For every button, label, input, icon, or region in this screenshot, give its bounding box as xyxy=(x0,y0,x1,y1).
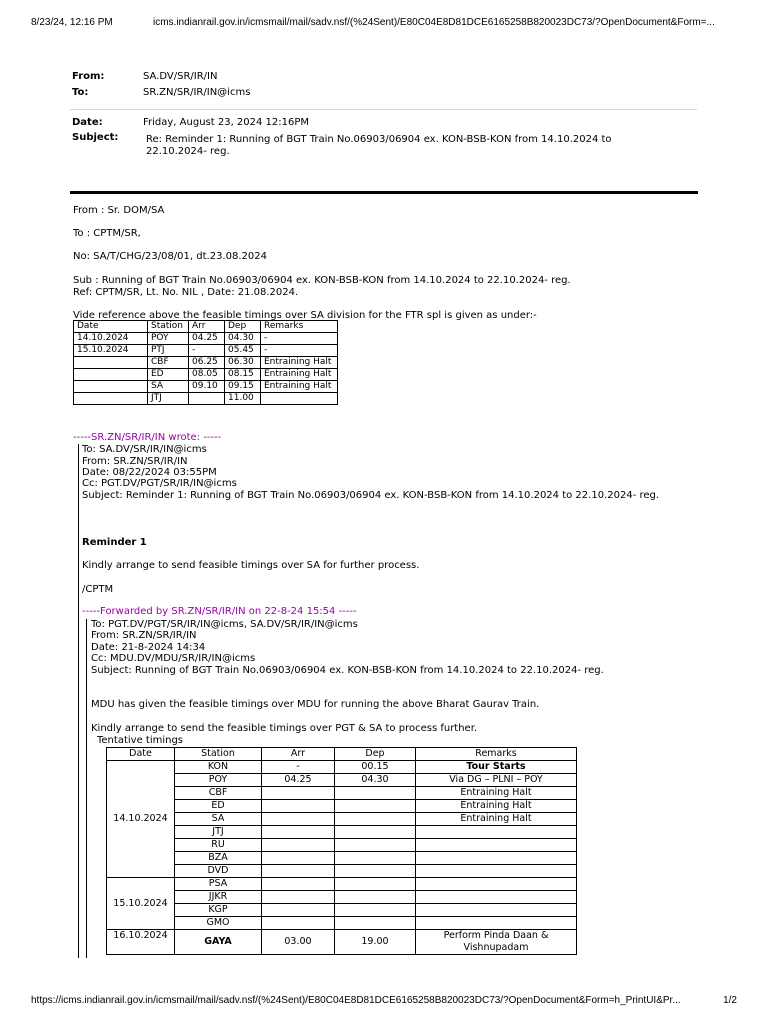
table-cell: JJKR xyxy=(175,891,262,904)
table-cell xyxy=(262,904,335,917)
table-cell xyxy=(335,813,416,826)
table-cell xyxy=(335,917,416,930)
table-header-cell: Arr xyxy=(189,321,225,333)
quote1-from: From: SR.ZN/SR/IR/IN xyxy=(82,456,188,467)
table-cell xyxy=(416,878,577,891)
table-cell: DVD xyxy=(175,865,262,878)
table-cell: CBF xyxy=(148,357,189,369)
body-no-line: No: SA/T/CHG/23/08/01, dt.23.08.2024 xyxy=(73,251,267,262)
table-row xyxy=(74,345,338,357)
mdu-line: MDU has given the feasible timings over MDU for running the above Bharat Gaurav Train. xyxy=(91,699,540,710)
table-cell: Entraining Halt xyxy=(261,381,338,393)
table-cell: ED xyxy=(148,369,189,381)
to-value: SR.ZN/SR/IR/IN@icms xyxy=(143,87,251,98)
print-url: icms.indianrail.gov.in/icmsmail/mail/sadv.nsf/(%24Sent)/E80C04E8D81DCE6165258B820023DC73/?OpenDocument&Form=... xyxy=(153,17,715,28)
table-row xyxy=(74,357,338,369)
body-to-line: To : CPTM/SR, xyxy=(73,228,141,239)
body-ref-line: Ref: CPTM/SR, Lt. No. NIL , Date: 21.08.2024. xyxy=(73,287,299,298)
table-cell xyxy=(74,357,148,369)
table-cell: 06.30 xyxy=(225,357,261,369)
table-cell: JTJ xyxy=(148,393,189,405)
date-label: Date: xyxy=(72,117,103,128)
signature: /CPTM xyxy=(82,584,114,595)
table-cell xyxy=(416,904,577,917)
table-cell xyxy=(262,878,335,891)
table-row xyxy=(74,369,338,381)
table-cell: 06.25 xyxy=(189,357,225,369)
table-row xyxy=(74,381,338,393)
subject-label: Subject: xyxy=(72,132,119,143)
table-cell xyxy=(262,865,335,878)
table-cell xyxy=(335,891,416,904)
reminder-title: Reminder 1 xyxy=(82,537,147,548)
table-date-cell: 15.10.2024 xyxy=(107,878,175,930)
table-row xyxy=(107,787,577,800)
print-footer xyxy=(31,995,740,1006)
table-cell xyxy=(416,917,577,930)
body-vide-line: Vide reference above the feasible timings over SA division for the FTR spl is given as under:- xyxy=(73,310,537,321)
table-cell xyxy=(262,826,335,839)
table-cell: Entraining Halt xyxy=(416,800,577,813)
footer-url: https://icms.indianrail.gov.in/icmsmail/mail/sadv.nsf/(%24Sent)/E80C04E8D81DCE6165258B820023DC73/?OpenDocument&Form=h_PrintUI&Pr... xyxy=(31,995,681,1006)
quote2-date: Date: 21-8-2024 14:34 xyxy=(91,642,206,653)
table-cell xyxy=(261,393,338,405)
wrote-line: -----SR.ZN/SR/IR/IN wrote: ----- xyxy=(73,432,222,443)
table-cell xyxy=(74,381,148,393)
table-cell xyxy=(335,878,416,891)
table-header-cell: Date xyxy=(107,748,175,761)
table-cell: - xyxy=(261,345,338,357)
table-header-cell: Station xyxy=(148,321,189,333)
table-cell: RU xyxy=(175,839,262,852)
body-from-line: From : Sr. DOM/SA xyxy=(73,205,165,216)
quote1-date: Date: 08/22/2024 03:55PM xyxy=(82,467,217,478)
from-label: From: xyxy=(72,71,105,82)
table-header-cell: Remarks xyxy=(261,321,338,333)
sa-timings-table xyxy=(73,320,338,405)
table-cell xyxy=(262,839,335,852)
table-cell: 04.30 xyxy=(335,774,416,787)
table-cell xyxy=(335,904,416,917)
quote2-to: To: PGT.DV/PGT/SR/IR/IN@icms, SA.DV/SR/IR/IN@icms xyxy=(91,619,358,630)
table-cell: 05.45 xyxy=(225,345,261,357)
page-number: 1/2 xyxy=(723,995,737,1006)
table-row xyxy=(107,865,577,878)
print-header xyxy=(31,17,740,28)
body-sub-line: Sub : Running of BGT Train No.06903/06904 ex. KON-BSB-KON from 14.10.2024 to 22.10.2024- reg. xyxy=(73,275,571,286)
table-cell: BZA xyxy=(175,852,262,865)
date-value: Friday, August 23, 2024 12:16PM xyxy=(143,117,310,128)
table-cell: PTJ xyxy=(148,345,189,357)
tentative-timings-table xyxy=(106,747,577,955)
table-header-cell: Remarks xyxy=(416,748,577,761)
header-divider xyxy=(70,109,697,110)
kindly-line: Kindly arrange to send the feasible timings over PGT & SA to process further. xyxy=(91,723,478,734)
table-cell: 19.00 xyxy=(335,930,416,955)
table-cell: SA xyxy=(175,813,262,826)
table-cell: KON xyxy=(175,761,262,774)
table-cell: GMO xyxy=(175,917,262,930)
table-header-cell: Date xyxy=(74,321,148,333)
table-header-cell: Station xyxy=(175,748,262,761)
table-cell xyxy=(335,800,416,813)
table-cell: POY xyxy=(175,774,262,787)
table-date-cell: 14.10.2024 xyxy=(107,761,175,878)
reminder-text: Kindly arrange to send feasible timings over SA for further process. xyxy=(82,560,420,571)
table-cell: 00.15 xyxy=(335,761,416,774)
forwarded-line: -----Forwarded by SR.ZN/SR/IR/IN on 22-8-24 15:54 ----- xyxy=(82,606,357,617)
table-cell xyxy=(335,787,416,800)
table-cell xyxy=(335,865,416,878)
table-cell: 14.10.2024 xyxy=(74,333,148,345)
table-cell: Entraining Halt xyxy=(416,813,577,826)
table-row xyxy=(107,917,577,930)
table-cell xyxy=(416,865,577,878)
table-cell: 08.05 xyxy=(189,369,225,381)
table-cell: POY xyxy=(148,333,189,345)
table-cell: Via DG – PLNI – POY xyxy=(416,774,577,787)
table-header-row xyxy=(74,321,338,333)
table-cell: 11.00 xyxy=(225,393,261,405)
table-header-cell: Dep xyxy=(225,321,261,333)
quote2-from: From: SR.ZN/SR/IR/IN xyxy=(91,630,197,641)
table-cell: GAYA xyxy=(175,930,262,955)
table-row xyxy=(107,852,577,865)
table-cell: ED xyxy=(175,800,262,813)
table-row xyxy=(74,393,338,405)
table-cell: SA xyxy=(148,381,189,393)
table-cell xyxy=(416,852,577,865)
table-cell: - xyxy=(262,761,335,774)
table-cell: 08.15 xyxy=(225,369,261,381)
table-cell: CBF xyxy=(175,787,262,800)
body-divider xyxy=(70,191,698,194)
to-label: To: xyxy=(72,87,89,98)
from-value: SA.DV/SR/IR/IN xyxy=(143,71,218,82)
table-cell: JTJ xyxy=(175,826,262,839)
table-cell xyxy=(416,839,577,852)
table-cell: 04.25 xyxy=(262,774,335,787)
tentative-label: Tentative timings xyxy=(97,735,184,746)
table-row xyxy=(107,930,577,955)
table-cell: 09.10 xyxy=(189,381,225,393)
table-cell: PSA xyxy=(175,878,262,891)
table-cell xyxy=(262,852,335,865)
table-row xyxy=(107,878,577,891)
table-cell: - xyxy=(189,345,225,357)
table-cell xyxy=(74,369,148,381)
table-cell xyxy=(335,826,416,839)
table-row xyxy=(107,891,577,904)
table-row xyxy=(74,333,338,345)
table-row xyxy=(107,813,577,826)
table-header-cell: Arr xyxy=(262,748,335,761)
quote1-cc: Cc: PGT.DV/PGT/SR/IR/IN@icms xyxy=(82,478,237,489)
table-date-cell: 16.10.2024 xyxy=(107,930,175,955)
table-cell: 04.30 xyxy=(225,333,261,345)
quote-bar-outer xyxy=(78,444,79,958)
table-cell xyxy=(335,852,416,865)
table-cell xyxy=(262,800,335,813)
table-row xyxy=(107,761,577,774)
table-cell: Perform Pinda Daan & Vishnupadam xyxy=(416,930,577,955)
table-row xyxy=(107,800,577,813)
table-cell xyxy=(189,393,225,405)
table-cell: KGP xyxy=(175,904,262,917)
table-cell xyxy=(262,813,335,826)
table-cell: Tour Starts xyxy=(416,761,577,774)
table-cell xyxy=(262,891,335,904)
table-cell xyxy=(335,839,416,852)
table-row xyxy=(107,826,577,839)
quote2-cc: Cc: MDU.DV/MDU/SR/IR/IN@icms xyxy=(91,653,256,664)
table-cell xyxy=(416,826,577,839)
table-cell: 09.15 xyxy=(225,381,261,393)
table-cell: - xyxy=(261,333,338,345)
table-header-row xyxy=(107,748,577,761)
quote1-subject: Subject: Reminder 1: Running of BGT Train No.06903/06904 ex. KON-BSB-KON from 14.10.2024 to 22.10.2024- reg. xyxy=(82,490,660,501)
table-row xyxy=(107,774,577,787)
table-cell: 04.25 xyxy=(189,333,225,345)
table-cell xyxy=(74,393,148,405)
table-cell xyxy=(416,891,577,904)
subject-value: Re: Reminder 1: Running of BGT Train No.06903/06904 ex. KON-BSB-KON from 14.10.2024 to 22.10.2024- reg. xyxy=(146,134,612,157)
table-row xyxy=(107,904,577,917)
quote-bar-inner xyxy=(86,619,87,958)
table-row xyxy=(107,839,577,852)
print-datetime: 8/23/24, 12:16 PM xyxy=(31,17,113,28)
table-cell xyxy=(262,917,335,930)
table-cell: Entraining Halt xyxy=(261,357,338,369)
quote1-to: To: SA.DV/SR/IR/IN@icms xyxy=(82,444,207,455)
quote2-subject: Subject: Running of BGT Train No.06903/06904 ex. KON-BSB-KON from 14.10.2024 to 22.10.2024- reg. xyxy=(91,665,604,676)
table-cell: 15.10.2024 xyxy=(74,345,148,357)
table-cell: Entraining Halt xyxy=(261,369,338,381)
table-cell xyxy=(262,787,335,800)
table-header-cell: Dep xyxy=(335,748,416,761)
table-cell: Entraining Halt xyxy=(416,787,577,800)
table-cell: 03.00 xyxy=(262,930,335,955)
